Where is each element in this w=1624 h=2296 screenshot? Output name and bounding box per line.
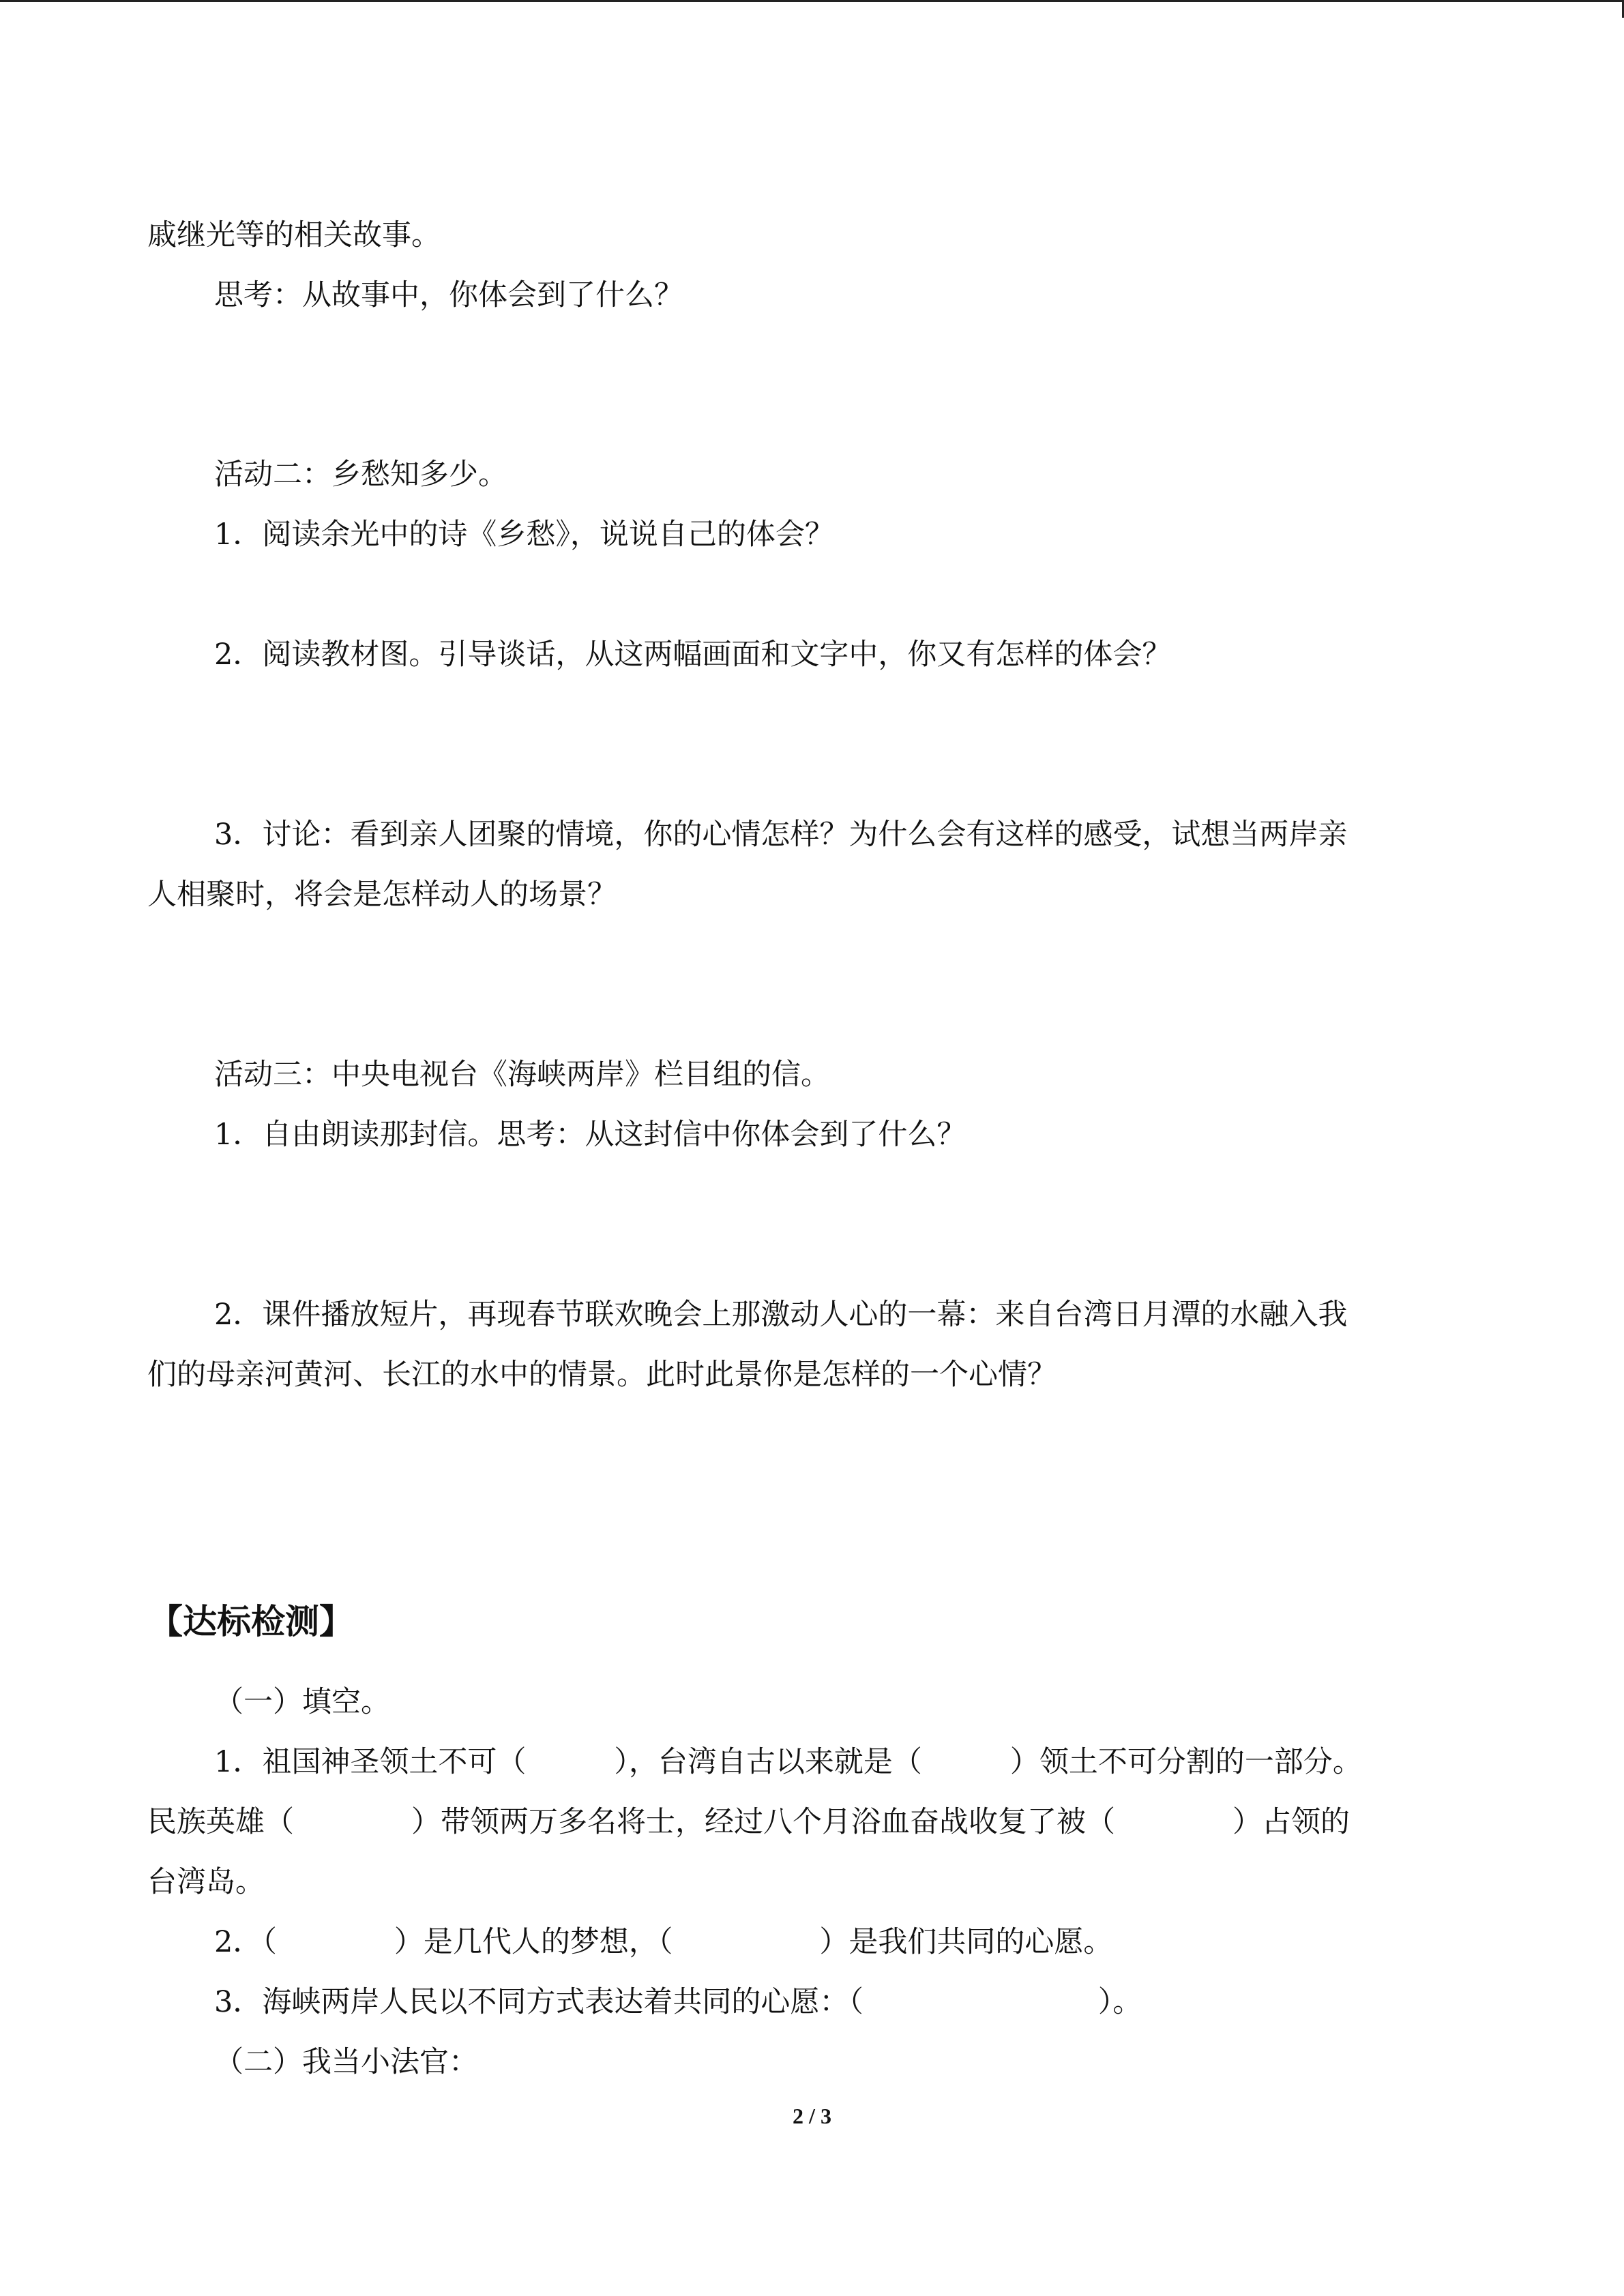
text-line-1: 戚继光等的相关故事。: [147, 218, 441, 252]
test-part-1-title: （一）填空。: [214, 1685, 390, 1719]
test-question-3: 3．海峡两岸人民以不同方式表达着共同的心愿：（ ）。: [214, 1985, 1142, 2019]
activity-three-title: 活动三：中央电视台《海峡两岸》栏目组的信。: [214, 1058, 830, 1092]
test-question-1-cont: 民族英雄（ ）带领两万多名将士，经过八个月浴血奋战收复了被（ ）占领的: [147, 1805, 1350, 1839]
activity-two-item-3-cont: 人相聚时，将会是怎样动人的场景？: [147, 878, 617, 912]
test-question-2: 2．（ ）是几代人的梦想，（ ）是我们共同的心愿。: [214, 1925, 1113, 1959]
activity-three-item-2: 2．课件播放短片，再现春节联欢晚会上那激动人心的一幕：来自台湾日月潭的水融入我: [214, 1298, 1348, 1332]
top-border: [0, 0, 1624, 2]
test-part-2-title: （二）我当小法官：: [214, 2045, 478, 2079]
test-question-1-end: 台湾岛。: [147, 1865, 265, 1899]
section-heading: 【达标检测】: [149, 1602, 353, 1641]
activity-two-item-1: 1．阅读余光中的诗《乡愁》，说说自己的体会？: [214, 518, 834, 552]
test-question-1: 1．祖国神圣领土不可（ ），台湾自古以来就是（ ）领土不可分割的一部分。: [214, 1745, 1362, 1779]
activity-two-title: 活动二：乡愁知多少。: [214, 458, 507, 492]
activity-three-item-2-cont: 们的母亲河黄河、长江的水中的情景。此时此景你是怎样的一个心情？: [147, 1358, 1057, 1392]
activity-two-item-2: 2．阅读教材图。引导谈话，从这两幅画面和文字中，你又有怎样的体会？: [214, 638, 1172, 672]
text-line-2: 思考：从故事中，你体会到了什么？: [214, 278, 683, 312]
page-number: 2 / 3: [793, 2104, 831, 2128]
activity-two-item-3: 3．讨论：看到亲人团聚的情境，你的心情怎样？为什么会有这样的感受，试想当两岸亲: [214, 818, 1348, 852]
activity-three-item-1: 1．自由朗读那封信。思考：从这封信中你体会到了什么？: [214, 1118, 966, 1152]
